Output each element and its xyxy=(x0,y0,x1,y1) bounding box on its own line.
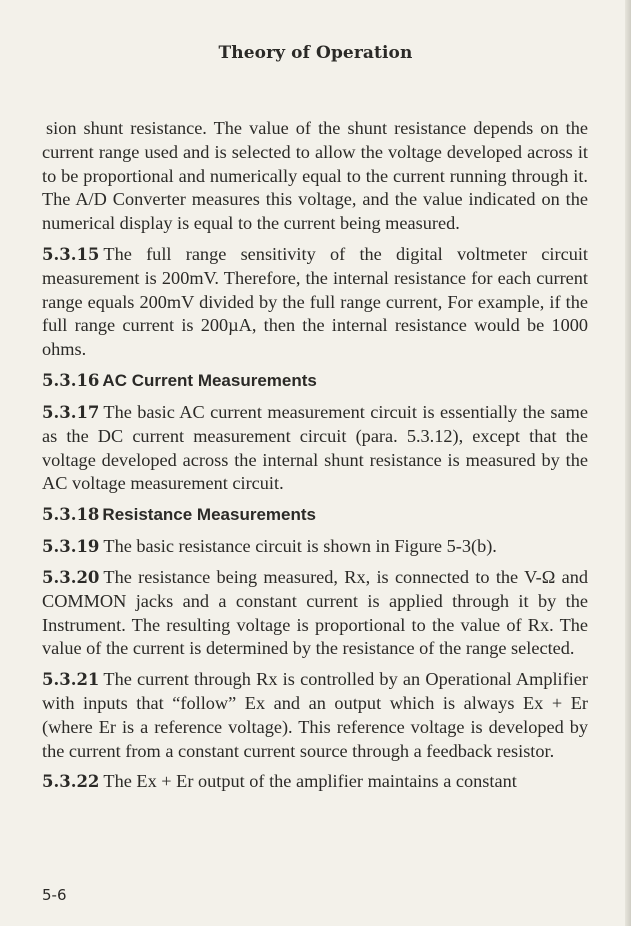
page-number: 5-6 xyxy=(42,886,67,904)
paragraph-text: The basic resistance circuit is shown in Figure 5-3(b). xyxy=(103,536,497,557)
paragraph-5-3-21 xyxy=(42,668,588,763)
paragraph-number: 5.3.22 xyxy=(42,772,100,792)
paragraph-number: 5.3.17 xyxy=(42,402,100,422)
paragraph-continued xyxy=(42,117,588,236)
section-title: AC Current Measurements xyxy=(102,370,317,390)
running-head-title: Theory of Operation xyxy=(218,43,413,63)
paragraph-5-3-19 xyxy=(42,535,588,559)
page-edge-shadow xyxy=(625,0,631,926)
paragraph-number: 5.3.19 xyxy=(42,537,100,557)
body-text xyxy=(42,117,588,801)
paragraph-text: The full range sensitivity of the digital voltmeter circuit measurement is 200mV. Therefore, the internal resistance for each current range equals 200mV divided by the full range current, For example, if the full range current is 200µA, then the internal resistance would be 1000 ohms. xyxy=(42,243,588,360)
paragraph-number: 5.3.15 xyxy=(42,244,100,264)
paragraph-5-3-15 xyxy=(42,243,588,362)
paragraph-5-3-22 xyxy=(42,770,588,794)
paragraph-text: The resistance being measured, Rx, is connected to the V-Ω and COMMON jacks and a constant current is applied through it by the Instrument. The resulting voltage is proportional to the value of Rx. The value of the current is determined by the resistance of the range selected. xyxy=(42,566,588,659)
paragraph-5-3-20 xyxy=(42,566,588,661)
paragraph-number: 5.3.21 xyxy=(42,670,100,690)
section-heading-resistance xyxy=(42,503,588,526)
section-heading-ac-current xyxy=(42,369,588,392)
paragraph-text: sion shunt resistance. The value of the shunt resistance depends on the current range used and is selected to allow the voltage developed across it to be proportional and numerically equal to the current running through it. The A/D Converter measures this voltage, and the value indicated on the numerical display is equal to the current being measured. xyxy=(42,118,588,234)
paragraph-text: The current through Rx is controlled by an Operational Amplifier with inputs that “follow” Ex and an output which is always Ex + Er (where Er is a reference voltage). This reference voltage is developed by the current from a constant current source through a feedback resistor. xyxy=(42,669,588,761)
section-number: 5.3.18 xyxy=(42,505,100,525)
section-title: Resistance Measurements xyxy=(102,505,316,525)
paragraph-text: The basic AC current measurement circuit is essentially the same as the DC current measurement circuit (para. 5.3.12), except that the voltage developed across the internal shunt resistance is measured by the AC voltage measurement circuit. xyxy=(42,401,588,494)
paragraph-5-3-17 xyxy=(42,401,588,496)
section-number: 5.3.16 xyxy=(42,370,100,390)
paragraph-text: The Ex + Er output of the amplifier maintains a constant xyxy=(103,771,517,792)
paragraph-number: 5.3.20 xyxy=(42,567,100,587)
